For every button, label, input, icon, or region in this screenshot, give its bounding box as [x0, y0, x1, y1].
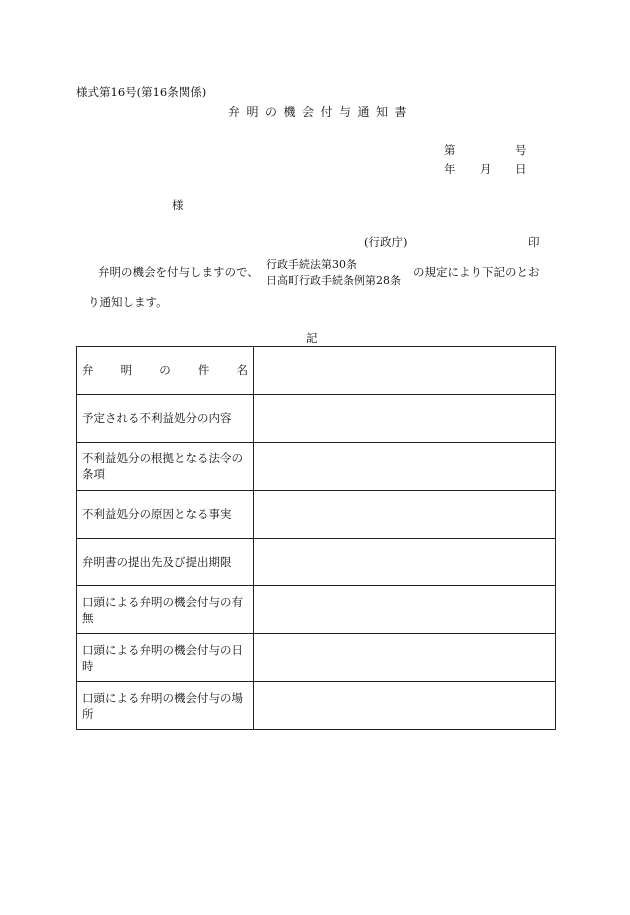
row-label: 不利益処分の原因となる事実 — [77, 490, 254, 538]
number-prefix: 第 — [444, 143, 456, 157]
document-title: 弁明の機会付与通知書 — [228, 105, 414, 119]
body-line2: り通知します。 — [88, 295, 168, 309]
row-label: 不利益処分の根拠となる法令の条項 — [77, 442, 254, 490]
table-row — [77, 538, 556, 586]
row-label: 口頭による弁明の機会付与の有無 — [77, 586, 254, 634]
row-label: 口頭による弁明の機会付与の日時 — [77, 634, 254, 682]
row-value[interactable] — [254, 538, 556, 586]
form-number: 様式第16号(第16条関係) — [76, 85, 207, 99]
seal-mark: 印 — [528, 235, 540, 249]
label-char: の — [159, 363, 171, 378]
sender-agency-label: (行政庁) — [364, 235, 408, 249]
body-line1-suffix: の規定により下記のとお — [413, 265, 540, 279]
addressee-honorific: 様 — [172, 198, 184, 212]
row-value[interactable] — [254, 442, 556, 490]
number-suffix: 号 — [515, 143, 527, 157]
law-reference-2: 日高町行政手続条例第28条 — [266, 274, 401, 287]
table-row — [77, 347, 556, 395]
body-line1-prefix: 弁明の機会を付与しますので、 — [98, 265, 259, 279]
row-value[interactable] — [254, 490, 556, 538]
row-label-subject — [77, 347, 254, 395]
row-label: 予定される不利益処分の内容 — [77, 394, 254, 442]
details-table — [76, 346, 556, 730]
label-char: 弁 — [82, 363, 94, 378]
month-label: 月 — [480, 162, 492, 176]
label-char: 件 — [197, 363, 210, 378]
table-row — [77, 634, 556, 682]
row-value[interactable] — [254, 347, 556, 395]
table-row — [77, 682, 556, 730]
year-label: 年 — [444, 162, 456, 176]
row-value[interactable] — [254, 682, 556, 730]
label-char: 明 — [120, 363, 133, 378]
label-char: 名 — [236, 363, 248, 378]
table-row — [77, 394, 556, 442]
ki-heading: 記 — [306, 331, 318, 345]
row-value[interactable] — [254, 394, 556, 442]
row-label: 口頭による弁明の機会付与の場所 — [77, 682, 254, 730]
table-row — [77, 442, 556, 490]
table-row — [77, 586, 556, 634]
law-reference-1: 行政手続法第30条 — [266, 258, 357, 271]
day-label: 日 — [515, 162, 527, 176]
table-row — [77, 490, 556, 538]
row-label: 弁明書の提出先及び提出期限 — [77, 538, 254, 586]
row-value[interactable] — [254, 634, 556, 682]
spread-label — [82, 362, 248, 378]
row-value[interactable] — [254, 586, 556, 634]
